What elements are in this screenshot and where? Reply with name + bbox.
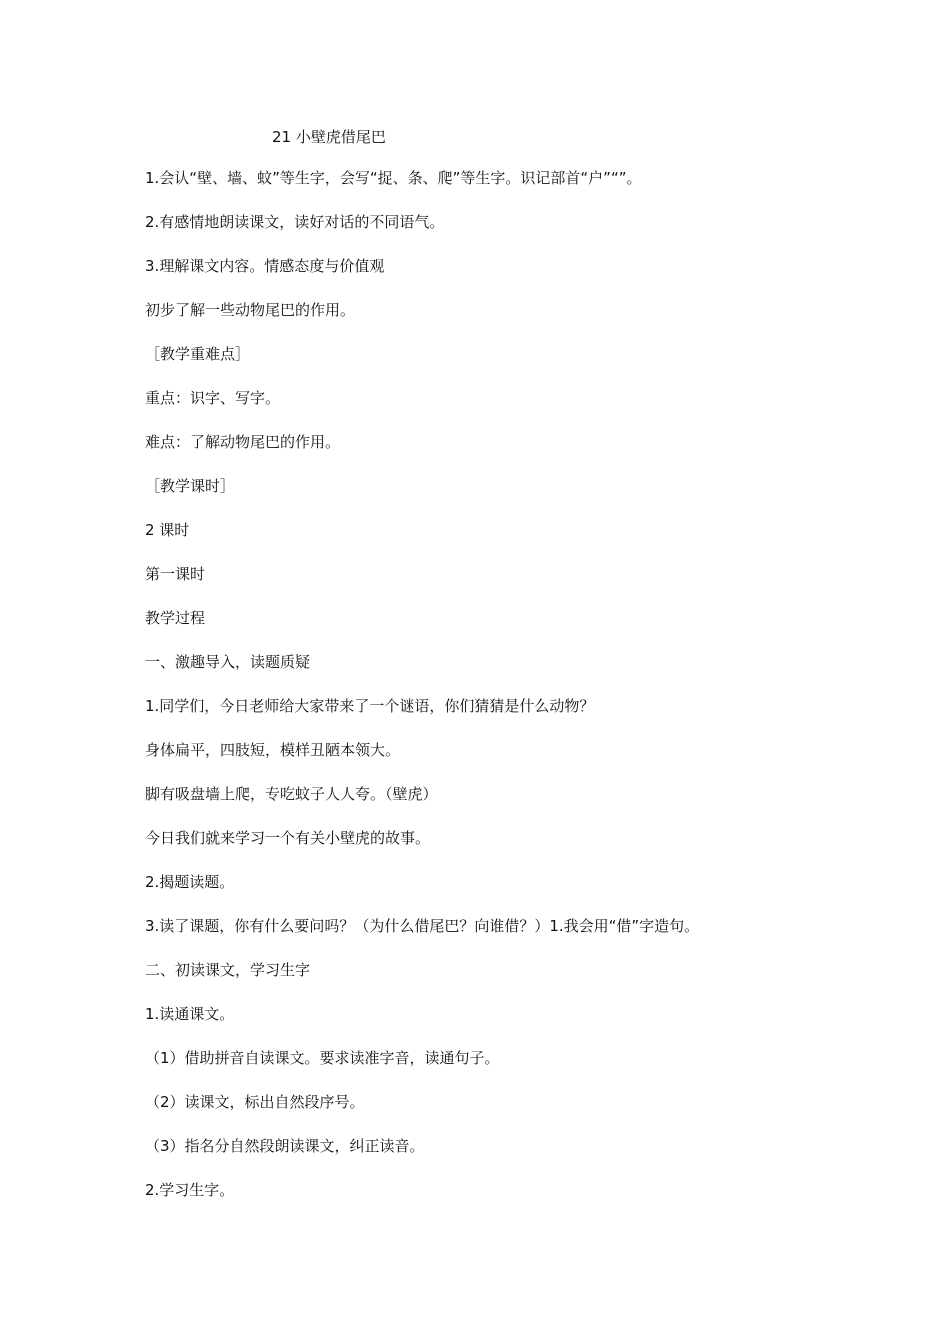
difficult-point: 难点：了解动物尾巴的作用。 [145,433,341,451]
riddle-line-2: 脚有吸盘墙上爬，专吃蚊子人人夸。（壁虎） [145,785,438,803]
first-lesson-heading: 第一课时 [145,565,206,583]
class-hours: 2 课时 [145,521,190,539]
section-heading-class-hours: ［教学课时］ [145,477,236,495]
step-2-sub-2: （2）读课文，标出自然段序号。 [145,1093,365,1111]
objective-3: 3.理解课文内容。情感态度与价值观 [145,257,385,275]
step-1-item-2: 2.揭题读题。 [145,873,235,891]
step-2-item-2: 2.学习生字。 [145,1181,235,1199]
lesson-title: 21 小壁虎借尾巴 [272,128,386,146]
intro-line: 今日我们就来学习一个有关小壁虎的故事。 [145,829,431,847]
section-heading-key-points: ［教学重难点］ [145,345,251,363]
riddle-line-1: 身体扁平，四肢短，模样丑陋本领大。 [145,741,401,759]
step-1-item-3: 3.读了课题，你有什么要问吗？（为什么借尾巴？向谁借？）1.我会用“借”字造句。 [145,917,700,935]
step-2-sub-1: （1）借助拼音自读课文。要求读准字音，读通句子。 [145,1049,500,1067]
step-2-sub-3: （3）指名分自然段朗读课文，纠正读音。 [145,1137,425,1155]
objective-1: 1.会认“壁、墙、蚊”等生字，会写“捉、条、爬”等生字。识记部首“户”“”。 [145,169,642,187]
key-point: 重点：识字、写字。 [145,389,281,407]
step-1-heading: 一、激趣导入，读题质疑 [145,653,311,671]
objective-3-detail: 初步了解一些动物尾巴的作用。 [145,301,356,319]
step-1-item-1: 1.同学们，今日老师给大家带来了一个谜语，你们猜猜是什么动物？ [145,697,595,715]
teaching-process-heading: 教学过程 [145,609,206,627]
document-body [145,167,845,1223]
objective-2: 2.有感情地朗读课文，读好对话的不同语气。 [145,213,445,231]
step-2-item-1: 1.读通课文。 [145,1005,235,1023]
step-2-heading: 二、初读课文，学习生字 [145,961,311,979]
